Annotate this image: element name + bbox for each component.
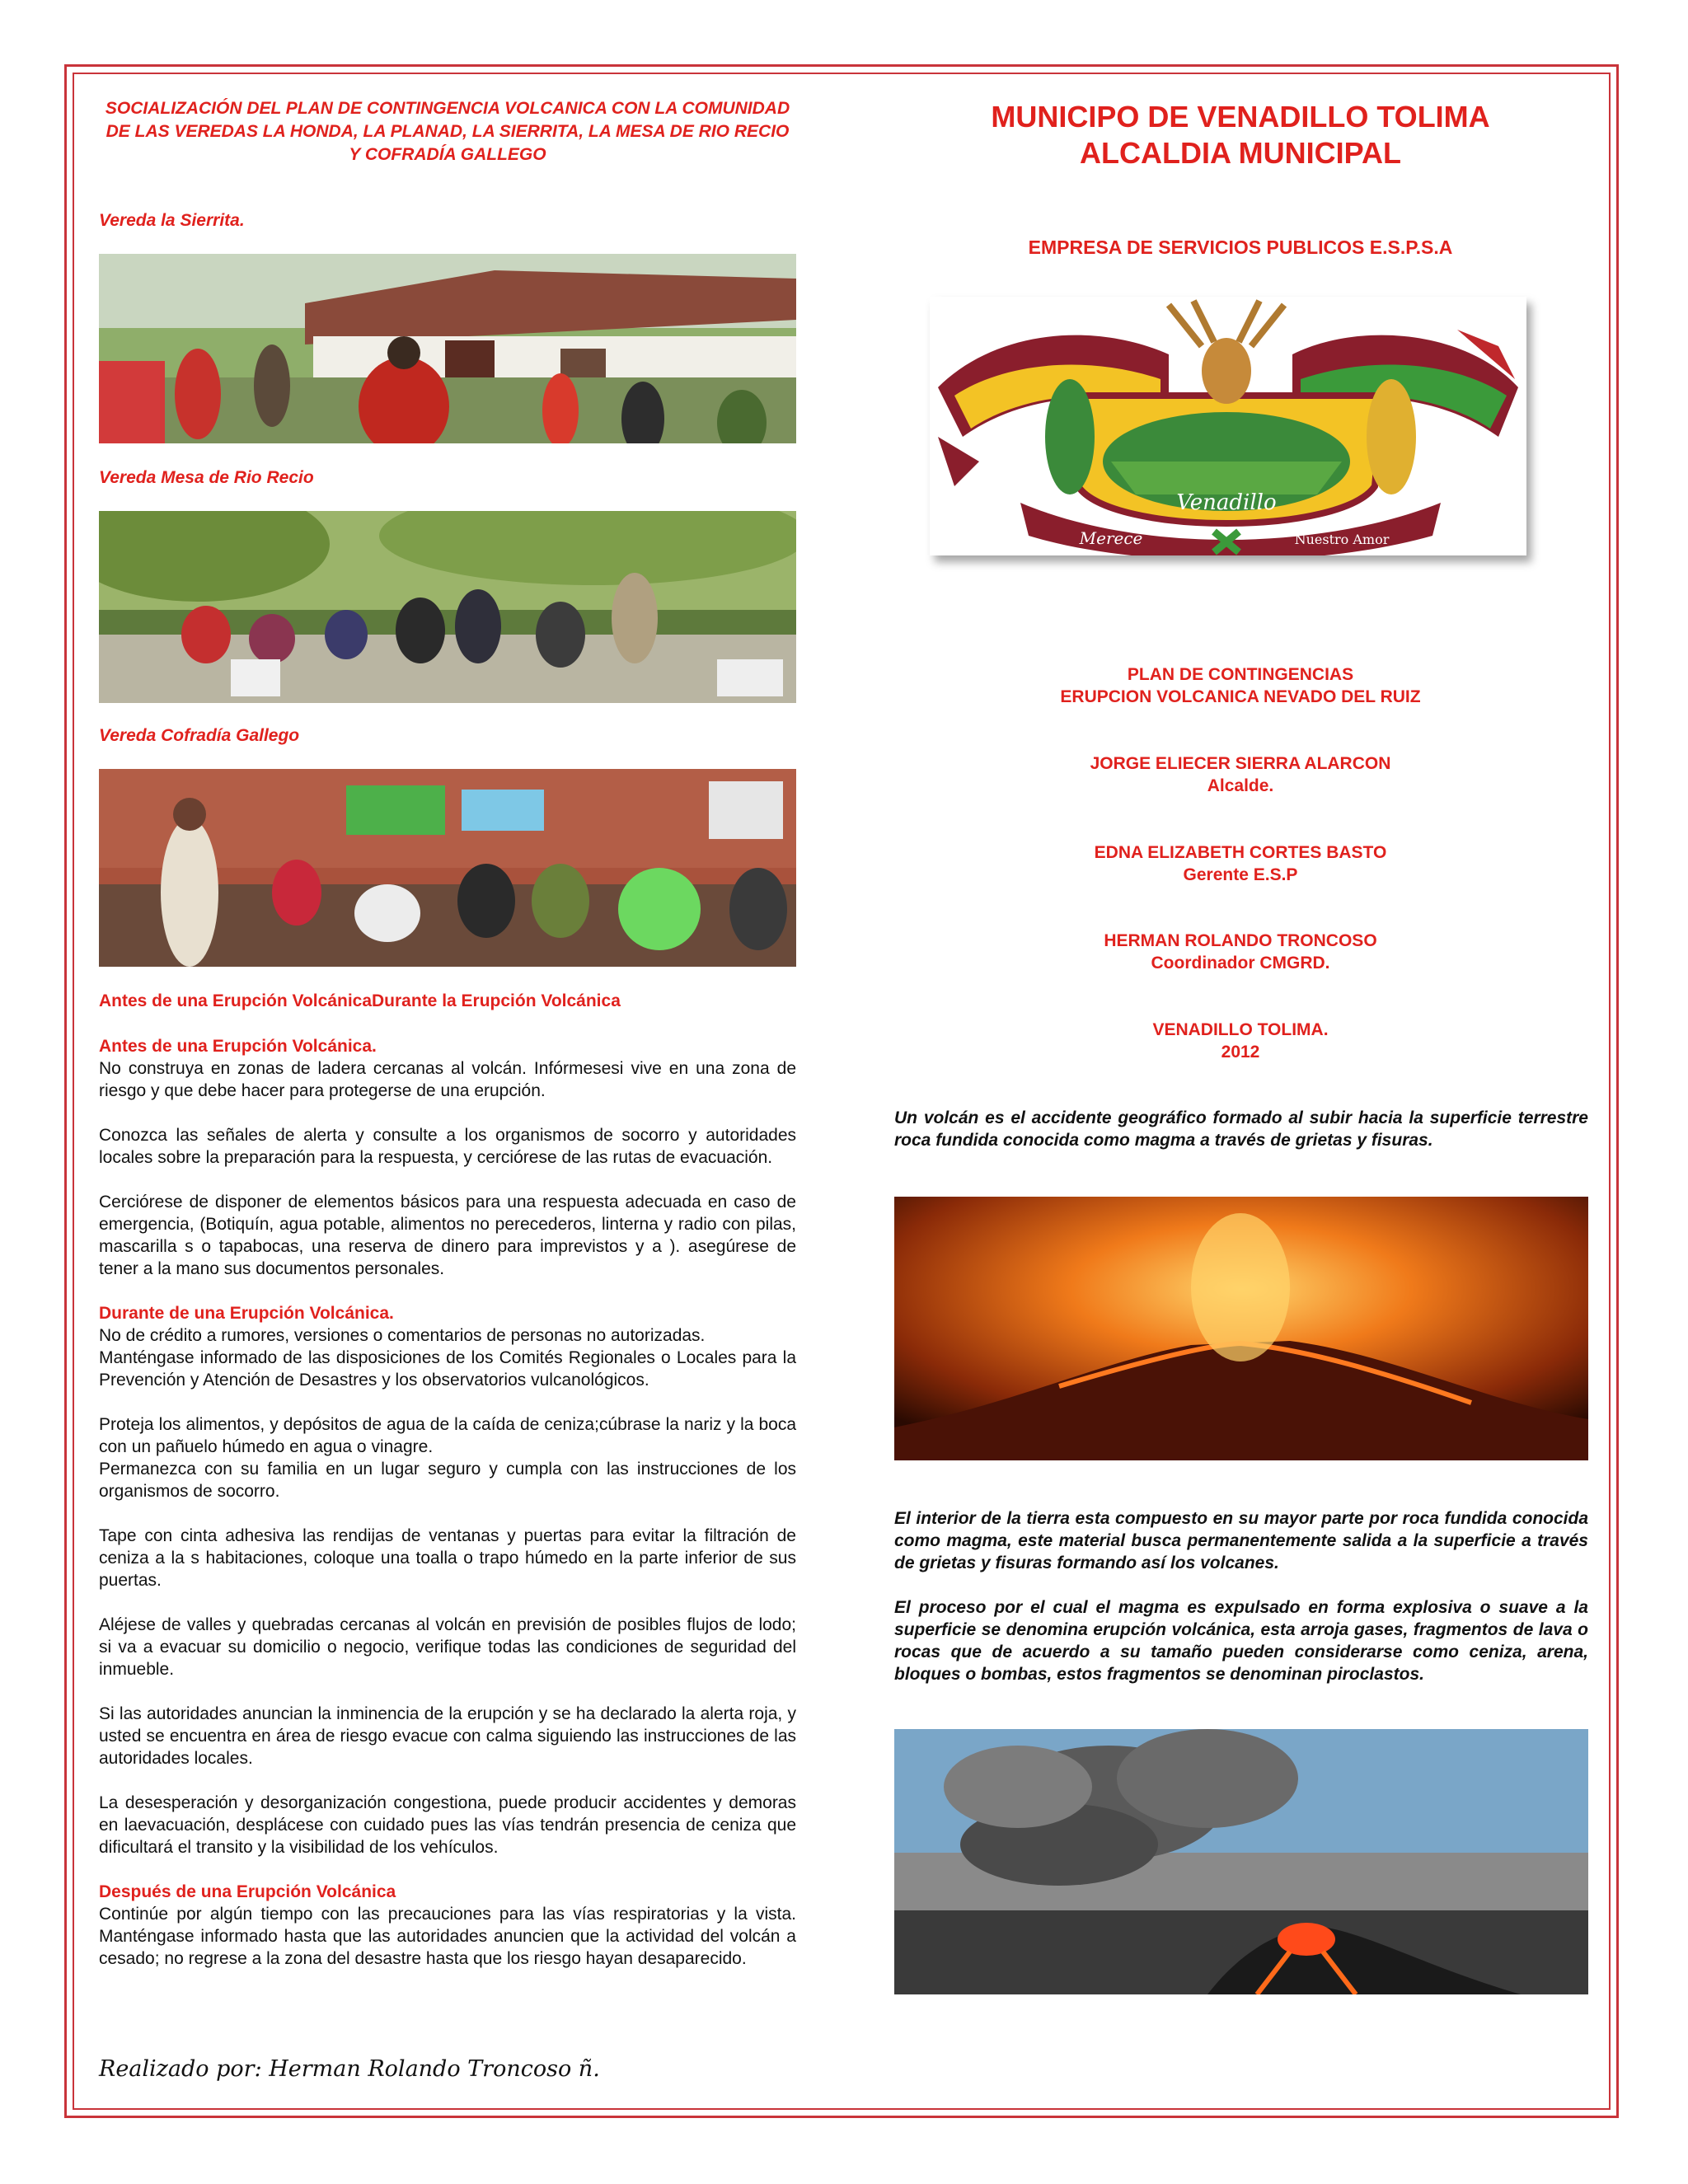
company-name: EMPRESA DE SERVICIOS PUBLICOS E.S.P.S.A bbox=[1028, 237, 1453, 258]
antes-paragraph-1: No construya en zonas de ladera cercanas al volcán. Infórmesesi vive en una zona de riesgo y que debe hacer para protegerse de una erupción. bbox=[99, 1059, 796, 1100]
left-title: SOCIALIZACIÓN DEL PLAN DE CONTINGENCIA VOLCANICA CON LA COMUNIDAD DE LAS VEREDAS LA HONDA, LA PLANAD, LA SIERRITA, LA MESA DE RIO RECIO Y COFRADÍA GALLEGO bbox=[105, 99, 790, 164]
durante-paragraph-3: Proteja los alimentos, y depósitos de agua de la caída de ceniza;cúbrase la nariz y la boca con un pañuelo húmedo en agua o vinagre. bbox=[99, 1415, 796, 1456]
interior-paragraph bbox=[894, 1507, 1588, 1685]
antes-heading: Antes de una Erupción Volcánica. bbox=[99, 1037, 377, 1056]
photo-volcano-lava bbox=[894, 1197, 1588, 1460]
coordinador-name: HERMAN ROLANDO TRONCOSO bbox=[1104, 931, 1377, 950]
durante-paragraph-8: La desesperación y desorganización congestiona, puede producir accidentes y demoras en laevacuación, desplácese con cuidado pues las vías tendrán presencia de ceniza que dificultará el transito y la visibilidad de los vehículos. bbox=[99, 1793, 796, 1857]
place-and-year bbox=[894, 1019, 1587, 1063]
alcalde-role: Alcalde. bbox=[1207, 776, 1274, 795]
durante-paragraph-1: No de crédito a rumores, versiones o comentarios de personas no autorizadas. bbox=[99, 1326, 706, 1345]
municipality-line-2: ALCALDIA MUNICIPAL bbox=[1080, 136, 1401, 170]
credit-coordinador bbox=[894, 930, 1587, 974]
year: 2012 bbox=[1221, 1043, 1260, 1062]
durante-paragraph-7: Si las autoridades anuncian la inminencia de la erupción y se ha declarado la alerta roja, y usted se encuentra en área de riesgo evacue con calma siguiendo las instrucciones de las autoridades locales. bbox=[99, 1704, 796, 1768]
photo-mesa-rio-recio bbox=[99, 511, 796, 703]
coordinador-role: Coordinador CMGRD. bbox=[1151, 954, 1330, 972]
caption-sierrita: Vereda la Sierrita. bbox=[99, 211, 245, 230]
interior-text: El interior de la tierra esta compuesto en su mayor parte por roca fundida conocida como magma, este material busca permanentemente salida a la superficie a través de grietas y fisuras formando así los volcanes. bbox=[894, 1509, 1588, 1572]
signature: Realizado por: Herman Rolando Troncoso ñ. bbox=[99, 2056, 600, 2082]
photo-sierrita bbox=[99, 254, 796, 443]
gerente-name: EDNA ELIZABETH CORTES BASTO bbox=[1094, 843, 1387, 862]
durante-paragraph-6: Aléjese de valles y quebradas cercanas al volcán en previsión de posibles flujos de lodo; si va a evacuar su domicilio o negocio, verifique todas las condiciones de seguridad del inmueble. bbox=[99, 1615, 796, 1679]
logo-text-merece: Merece bbox=[1079, 528, 1143, 548]
durante-heading: Durante de una Erupción Volcánica. bbox=[99, 1304, 394, 1323]
durante-paragraph-2: Manténgase informado de las disposiciones de los Comités Regionales o Locales para la Prevención y Atención de Desastres y los observatorios vulcanológicos. bbox=[99, 1348, 796, 1390]
municipal-coat-of-arms bbox=[930, 297, 1526, 555]
durante-paragraph-5: Tape con cinta adhesiva las rendijas de ventanas y puertas para evitar la filtración de ceniza a la s habitaciones, coloque una toalla o trapo húmedo en la parte inferior de sus puertas. bbox=[99, 1526, 796, 1590]
photo-volcano-ash-cloud bbox=[894, 1729, 1588, 1994]
subhead-combined: Antes de una Erupción VolcánicaDurante la Erupción Volcánica bbox=[99, 991, 621, 1010]
volcano-definition-text: Un volcán es el accidente geográfico formado al subir hacia la superficie terrestre roca fundida conocida como magma a través de grietas y fisuras. bbox=[894, 1108, 1588, 1150]
logo-text-nuestro-amor: Nuestro Amor bbox=[1294, 532, 1390, 547]
municipality-title bbox=[894, 99, 1587, 171]
volcano-definition bbox=[894, 1107, 1588, 1151]
municipality-line-1: MUNICIPO DE VENADILLO TOLIMA bbox=[991, 100, 1490, 134]
caption-cofradia-gallego: Vereda Cofradía Gallego bbox=[99, 726, 300, 745]
photo-cofradia-gallego bbox=[99, 769, 796, 967]
durante-paragraph-4: Permanezca con su familia en un lugar seguro y cumpla con las instrucciones de los organismos de socorro. bbox=[99, 1460, 796, 1501]
proceso-text: El proceso por el cual el magma es expulsado en forma explosiva o suave a la superficie se denomina erupción volcánica, esta arroja gases, fragmentos de lava o rocas que de acuerdo a su tamaño pueden considerarse como ceniza, arena, bloques o bombas, estos fragmentos se denominan piroclastos. bbox=[894, 1598, 1588, 1684]
antes-paragraph-3: Cerciórese de disponer de elementos básicos para una respuesta adecuada en caso de emergencia, (Botiquín, agua potable, alimentos no perecederos, linterna y radio con pilas, mascarilla s o tapabocas, una reserva de dinero para imprevistos y a ). asegúrese de tener a la mano sus documentos personales. bbox=[99, 1193, 796, 1278]
despues-heading: Después de una Erupción Volcánica bbox=[99, 1882, 396, 1901]
place: VENADILLO TOLIMA. bbox=[1152, 1020, 1329, 1039]
despues-paragraph-1: Continúe por algún tiempo con las precauciones para las vías respiratorias y la vista. Manténgase informado hasta que las autoridades anuncien que la actividad del volcán a cesado; no regrese a la zona del desastre hasta que los riesgo hayan desaparecido. bbox=[99, 1905, 796, 1968]
plan-line-1: PLAN DE CONTINGENCIAS bbox=[1127, 665, 1354, 684]
credit-alcalde bbox=[894, 752, 1587, 797]
logo-text-venadillo: Venadillo bbox=[1176, 490, 1277, 515]
plan-title bbox=[894, 663, 1587, 708]
gerente-role: Gerente E.S.P bbox=[1183, 865, 1298, 884]
antes-paragraph-2: Conozca las señales de alerta y consulte a los organismos de socorro y autoridades locales sobre la preparación para la respuesta, y cerciórese de las rutas de evacuación. bbox=[99, 1126, 796, 1167]
credit-gerente bbox=[894, 841, 1587, 886]
left-body bbox=[99, 1035, 796, 1970]
alcalde-name: JORGE ELIECER SIERRA ALARCON bbox=[1090, 754, 1391, 773]
plan-line-2: ERUPCION VOLCANICA NEVADO DEL RUIZ bbox=[1060, 687, 1421, 706]
caption-mesa-rio-recio: Vereda Mesa de Rio Recio bbox=[99, 468, 314, 487]
